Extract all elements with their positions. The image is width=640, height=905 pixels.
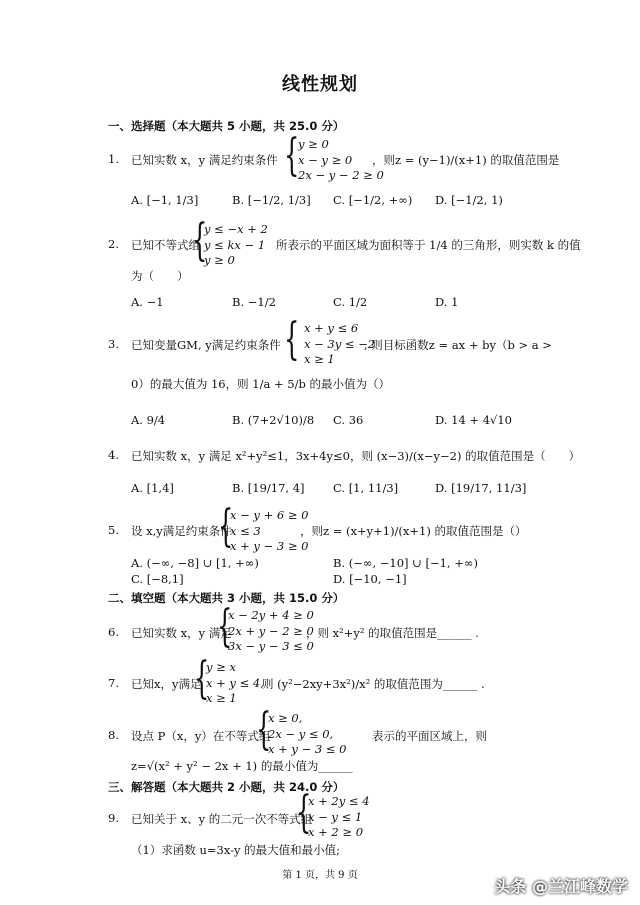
question-text-tail: 则 (y²−2xy+3x²)/x² 的取值范围为______ . — [262, 677, 485, 691]
constraint-line: y ≥ 0 — [298, 137, 329, 151]
section-heading-solve: 三、解答题（本大题共 2 小题，共 24.0 分） — [108, 780, 345, 794]
option-b: B. [19/17, 4] — [232, 481, 305, 495]
option-b: B. −1/2 — [232, 295, 276, 309]
option-d: D. [19/17, 11/3] — [435, 481, 527, 495]
section-heading-choice: 一、选择题（本大题共 5 小题，共 25.0 分） — [108, 119, 345, 133]
question-number: 3. — [108, 337, 119, 351]
brace-symbol: { — [218, 501, 234, 552]
constraint-line: y ≤ kx − 1 — [204, 237, 266, 252]
question-text: 已知关于 x、y 的二元一次不等式组 — [131, 812, 313, 826]
question-number: 1. — [108, 152, 119, 166]
question-text-tail: 表示的平面区域上，则 — [372, 729, 487, 743]
question-text: 已知变量GM, y满足约束条件 — [131, 338, 281, 352]
question-text-tail: ，则z = (x+y+1)/(x+1) 的取值范围是（） — [300, 524, 527, 538]
question-text-tail: , 则目标函数z = ax + by（b > a > — [364, 338, 552, 352]
option-c: C. [1, 11/3] — [333, 481, 399, 495]
section-heading-fill: 二、填空题（本大题共 3 小题，共 15.0 分） — [108, 591, 345, 605]
constraint-line: x + y ≤ 6 — [304, 321, 359, 335]
option-c: C. 1/2 — [333, 295, 368, 309]
question-text: 已知不等式组 — [131, 238, 200, 252]
question-text-tail: ，则 x²+y² 的取值范围是______ . — [306, 626, 479, 640]
constraint-system — [308, 794, 370, 841]
constraint-line: 2x + y − 2 ≥ 0 — [228, 623, 314, 638]
option-a: A. [−1, 1/3] — [131, 193, 199, 207]
brace-symbol: { — [256, 704, 272, 755]
question-text-tail: 为（ ） — [131, 269, 189, 283]
question-number: 4. — [108, 448, 119, 462]
brace-symbol: { — [284, 314, 300, 365]
page-title: 线性规划 — [282, 74, 358, 95]
constraint-line: x + 2 ≥ 0 — [308, 825, 364, 839]
constraint-line: 2x − y ≤ 0, — [268, 726, 334, 741]
question-text: 已知实数 x，y 满足 — [131, 626, 232, 640]
constraint-system — [204, 222, 268, 269]
constraint-line: x − y ≤ 1 — [308, 809, 363, 824]
option-d: D. [−10, −1] — [333, 572, 407, 586]
brace-symbol: { — [296, 787, 312, 838]
brace-symbol: { — [192, 215, 208, 266]
constraint-line: x − y ≥ 0 — [298, 152, 353, 167]
watermark: 头条 @兰江峰数学 — [494, 877, 628, 896]
sub-question: （1）求函数 u=3x-y 的最大值和最小值; — [131, 843, 341, 857]
constraint-line: x + y − 3 ≥ 0 — [230, 539, 309, 553]
question-number: 7. — [108, 676, 119, 690]
brace-symbol: { — [194, 653, 210, 704]
option-d: D. 14 + 4√10 — [435, 413, 512, 427]
constraint-line: x − 3y ≤ −2 — [304, 336, 376, 351]
constraint-system — [206, 660, 264, 707]
constraint-line: 3x − y − 3 ≤ 0 — [228, 639, 314, 653]
constraint-line: x + y − 3 ≤ 0 — [268, 742, 347, 756]
constraint-line: x ≥ 1 — [304, 352, 335, 366]
constraint-line: x + 2y ≤ 4 — [308, 794, 370, 808]
constraint-line: 2x − y − 2 ≥ 0 — [298, 168, 384, 182]
constraint-line: y ≥ x — [206, 660, 236, 674]
option-c: C. [−1/2, +∞) — [333, 193, 413, 207]
constraint-system — [268, 711, 346, 758]
question-text: 设 x,y满足约束条件 — [131, 524, 232, 538]
constraint-line: y ≤ −x + 2 — [204, 222, 268, 236]
option-c: C. [−8,1] — [131, 572, 184, 586]
question-text: 已知x，y满足 — [131, 677, 202, 691]
constraint-line: x ≤ 3 — [230, 523, 261, 538]
option-c: C. 36 — [333, 413, 364, 427]
option-a: A. (−∞, −8] ∪ [1, +∞) — [131, 556, 259, 570]
question-number: 9. — [108, 811, 119, 825]
option-a: A. −1 — [131, 295, 164, 309]
option-d: D. [−1/2, 1) — [435, 193, 503, 207]
constraint-line: x − 2y + 4 ≥ 0 — [228, 608, 314, 622]
question-text-tail: 所表示的平面区域为面积等于 1/4 的三角形，则实数 k 的值 — [276, 238, 581, 252]
question-text: 设点 P（x，y）在不等式组 — [131, 729, 271, 743]
question-number: 2. — [108, 237, 119, 251]
brace-symbol: { — [284, 130, 300, 181]
option-b: B. (7+2√10)/8 — [232, 413, 315, 427]
question-text-tail: 0）的最大值为 16，则 1/a + 5/b 的最小值为（） — [131, 377, 390, 391]
option-a: A. [1,4] — [131, 481, 174, 495]
question-number: 5. — [108, 523, 119, 537]
constraint-line: x ≥ 0, — [268, 711, 303, 725]
page-footer: 第 1 页，共 9 页 — [282, 870, 358, 881]
option-d: D. 1 — [435, 295, 459, 309]
brace-symbol: { — [217, 601, 233, 652]
constraint-system — [298, 137, 384, 184]
constraint-system — [228, 608, 314, 655]
question-text-tail: ，则z = (y−1)/(x+1) 的取值范围是 — [372, 153, 560, 167]
question-number: 8. — [108, 728, 119, 742]
constraint-line: y ≥ 0 — [204, 253, 235, 267]
constraint-line: x − y + 6 ≥ 0 — [230, 508, 309, 522]
question-number: 6. — [108, 625, 119, 639]
option-b: B. [−1/2, 1/3] — [232, 193, 311, 207]
constraint-system — [230, 508, 308, 555]
question-text: 已知实数 x，y 满足 x²+y²≤1，3x+4y≤0，则 (x−3)/(x−y−2) 的取值范围是（ ） — [131, 449, 581, 463]
question-text-tail: z=√(x² + y² − 2x + 1) 的最小值为______ — [131, 759, 353, 773]
option-b: B. (−∞, −10] ∪ [−1, +∞) — [333, 556, 478, 570]
option-a: A. 9/4 — [131, 413, 166, 427]
constraint-line: x ≥ 1 — [206, 691, 237, 705]
constraint-line: x + y ≤ 4, — [206, 675, 264, 690]
question-text: 已知实数 x，y 满足约束条件 — [131, 153, 278, 167]
